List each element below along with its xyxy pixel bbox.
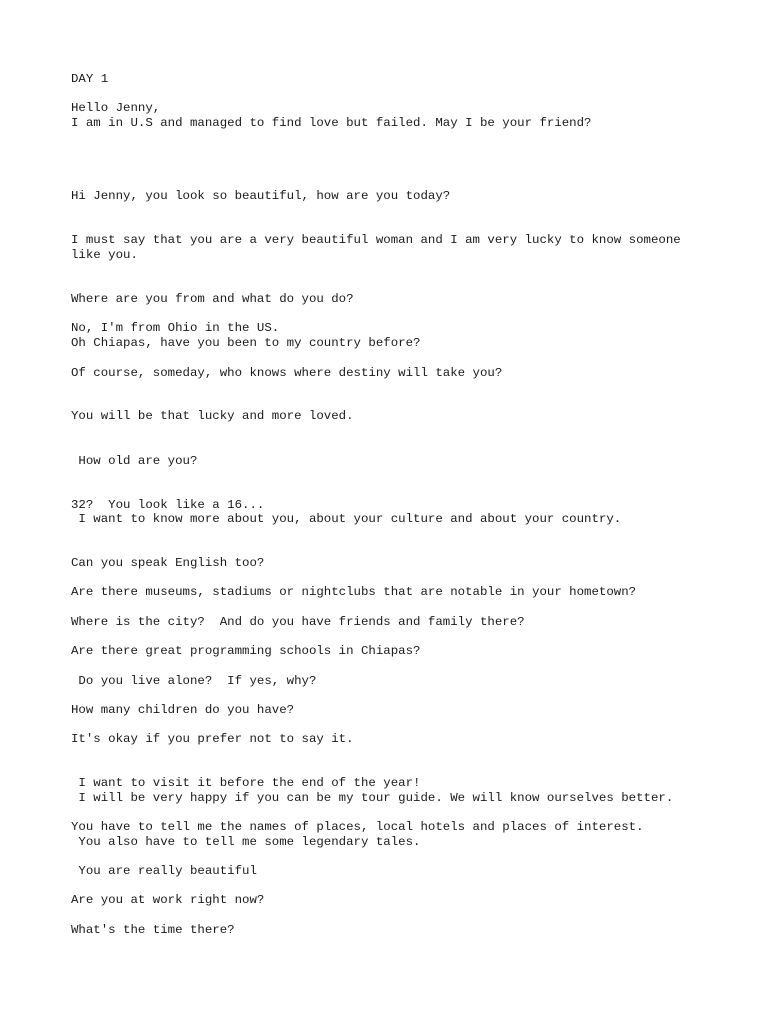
text-line: Do you live alone? If yes, why? <box>71 674 317 688</box>
text-line: Oh Chiapas, have you been to my country before? <box>71 336 421 350</box>
text-line: Can you speak English too? <box>71 556 265 570</box>
text-line: I want to visit it before the end of the year! <box>71 776 421 790</box>
text-line: Are you at work right now? <box>71 893 265 907</box>
text-line: Are there museums, stadiums or nightclubs that are notable in your hometown? <box>71 585 637 599</box>
text-line: Where are you from and what do you do? <box>71 292 354 306</box>
text-line: How old are you? <box>71 454 198 468</box>
text-line: Of course, someday, who knows where destiny will take you? <box>71 366 503 380</box>
text-line: How many children do you have? <box>71 703 295 717</box>
text-line: Hello Jenny, <box>71 101 161 115</box>
text-line: You have to tell me the names of places, local hotels and places of interest. <box>71 820 644 834</box>
text-line: I want to know more about you, about your culture and about your country. <box>71 512 622 526</box>
text-line: I am in U.S and managed to find love but failed. May I be your friend? <box>71 116 592 130</box>
text-line: You are really beautiful <box>71 864 257 878</box>
text-line: Are there great programming schools in Chiapas? <box>71 644 421 658</box>
text-line: Hi Jenny, you look so beautiful, how are you today? <box>71 189 451 203</box>
day-heading: DAY 1 <box>71 72 109 86</box>
text-line: It's okay if you prefer not to say it. <box>71 732 354 746</box>
text-line: No, I'm from Ohio in the US. <box>71 321 280 335</box>
text-line: You will be that lucky and more loved. <box>71 409 354 423</box>
text-line: like you. <box>71 248 138 262</box>
text-line: I will be very happy if you can be my tour guide. We will know ourselves better. <box>71 791 674 805</box>
text-line: What's the time there? <box>71 923 235 937</box>
text-line: Where is the city? And do you have friends and family there? <box>71 615 525 629</box>
text-line: 32? You look like a 16... <box>71 498 265 512</box>
text-line: You also have to tell me some legendary tales. <box>71 835 421 849</box>
text-line: I must say that you are a very beautiful woman and I am very lucky to know someone <box>71 233 681 247</box>
